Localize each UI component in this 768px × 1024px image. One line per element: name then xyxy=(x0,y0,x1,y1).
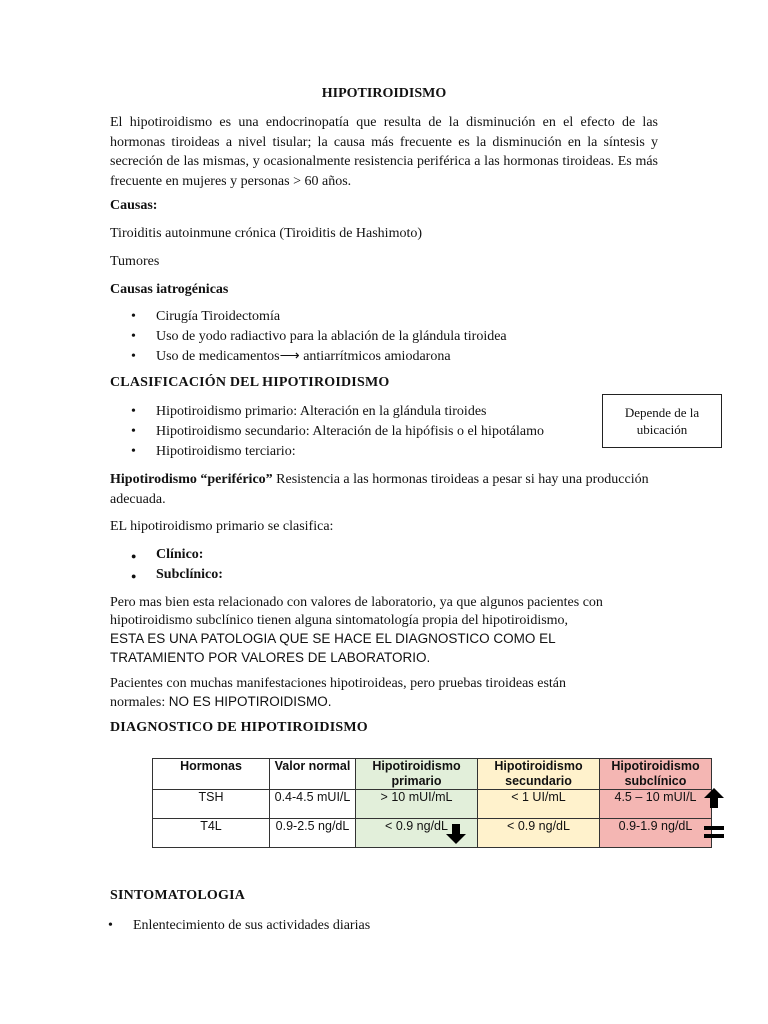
iatrogenic-label: Causas iatrogénicas xyxy=(110,282,229,297)
classification-heading: CLASIFICACIÓN DEL HIPOTIROIDISMO xyxy=(110,375,390,390)
list-item: • Hipotiroidismo terciario: xyxy=(110,442,544,462)
list-item: • Uso de yodo radiactivo para la ablación de la glándula tiroidea xyxy=(110,327,507,347)
classification-list xyxy=(110,402,544,462)
table-row xyxy=(153,790,712,819)
location-note-box xyxy=(602,394,722,448)
list-item: • Hipotiroidismo primario: Alteración en la glándula tiroides xyxy=(110,402,544,422)
table-cell: < 0.9 ng/dL xyxy=(356,819,478,848)
lab-line-2: hipotiroidismo subclínico tienen alguna sintomatología propia del hipotiroidismo, xyxy=(110,613,569,628)
symptoms-heading: SINTOMATOLOGIA xyxy=(110,888,246,903)
intro-paragraph: El hipotiroidismo es una endocrinopatía que resulta de la disminución en el efecto de las hormonas tiroideas a nivel tisular; la causa más frecuente es la disminución en la síntesis y secreción de las mismas, y ocasionalmente resistencia periférica a las hormonas tiroideas. Es más frecuente en mujeres y personas > 60 años. xyxy=(110,115,658,189)
table-cell: TSH xyxy=(153,790,270,819)
not-hypothyroid-text: NO ES HIPOTIROIDISMO. xyxy=(168,694,332,709)
lab-caps-line-2: TRATAMIENTO POR VALORES DE LABORATORIO. xyxy=(110,650,431,665)
header-subclinico: Hipotiroidismo subclínico xyxy=(600,759,712,790)
diagnosis-table xyxy=(152,758,712,848)
header-primario: Hipotiroidismo primario xyxy=(356,759,478,790)
symptoms-list xyxy=(87,916,370,936)
table-cell: 4.5 – 10 mUI/L xyxy=(600,790,712,819)
patients-normal-text: normales: xyxy=(110,695,169,710)
table-row xyxy=(153,819,712,848)
list-item: • Hipotiroidismo secundario: Alteración de la hipófisis o el hipotálamo xyxy=(110,422,544,442)
arrow-down-icon xyxy=(445,823,467,845)
peripheral-term: Hipotirodismo “periférico” xyxy=(110,472,273,487)
peripheral-definition: Resistencia a las hormonas tiroideas a pesar si hay una producción adecuada. xyxy=(110,472,649,507)
list-item: • Enlentecimiento de sus actividades diarias xyxy=(87,916,370,936)
list-item: • Cirugía Tiroidectomía xyxy=(110,307,507,327)
table-cell: > 10 mUI/mL xyxy=(356,790,478,819)
lab-line-1: Pero mas bien esta relacionado con valores de laboratorio, ya que algunos pacientes con xyxy=(110,595,603,610)
table-cell: T4L xyxy=(153,819,270,848)
header-secundario: Hipotiroidismo secundario xyxy=(478,759,600,790)
list-item: ● Clínico: xyxy=(110,545,223,565)
page-title: HIPOTIROIDISMO xyxy=(321,86,447,101)
arrow-up-icon xyxy=(703,787,725,809)
table-cell: 0.9-1.9 ng/dL xyxy=(600,819,712,848)
subtype-list xyxy=(110,545,223,585)
causas-label: Causas: xyxy=(110,198,158,213)
patients-line-2 xyxy=(110,693,658,712)
causa-hashimoto: Tiroiditis autoinmune crónica (Tiroiditis de Hashimoto) xyxy=(110,226,423,241)
equal-sign-icon xyxy=(703,824,725,840)
table-cell: 0.4-4.5 mUI/L xyxy=(270,790,356,819)
table-cell: < 0.9 ng/dL xyxy=(478,819,600,848)
list-item: • Uso de medicamentos⟶ antiarrítmicos amiodarona xyxy=(110,347,507,367)
causa-tumores: Tumores xyxy=(110,254,160,269)
table-cell: 0.9-2.5 ng/dL xyxy=(270,819,356,848)
table-cell: < 1 UI/mL xyxy=(478,790,600,819)
header-hormonas: Hormonas xyxy=(153,759,270,790)
iatrogenic-list xyxy=(110,307,507,367)
location-note-text: Depende de la ubicación xyxy=(624,405,700,437)
peripheral-paragraph xyxy=(110,470,658,509)
diagnosis-heading: DIAGNOSTICO DE HIPOTIROIDISMO xyxy=(110,720,368,735)
primary-classification-line: EL hipotiroidismo primario se clasifica: xyxy=(110,519,334,534)
lab-caps-line-1: ESTA ES UNA PATOLOGIA QUE SE HACE EL DIAGNOSTICO COMO EL xyxy=(110,631,556,646)
patients-line-1: Pacientes con muchas manifestaciones hipotiroideas, pero pruebas tiroideas están xyxy=(110,676,567,691)
list-item: ● Subclínico: xyxy=(110,565,223,585)
header-valor-normal: Valor normal xyxy=(270,759,356,790)
table-header-row xyxy=(153,759,712,790)
